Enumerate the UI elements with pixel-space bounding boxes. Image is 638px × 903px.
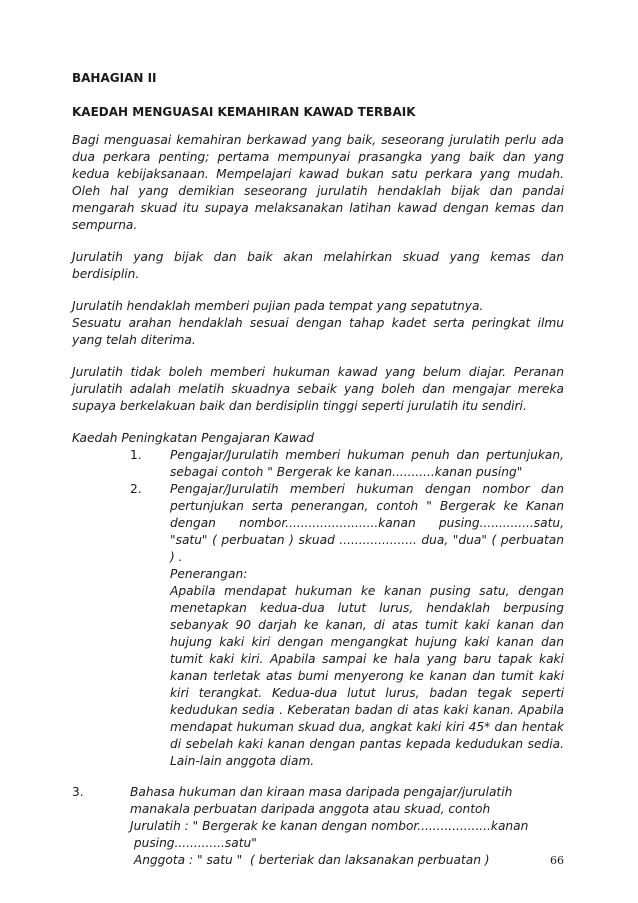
list-item-text: Pengajar/Jurulatih memberi hukuman dengan nombor dan pertunjukan serta penerangan, contoh " Bergerak ke Kanan dengan nombor........................kanan pusing..............satu, "satu" ( perbuatan ) skuad .................... dua, "dua" ( perbuatan ) . (170, 482, 564, 564)
method-title: Kaedah Peningkatan Pengajaran Kawad (72, 431, 315, 445)
item3-line: pusing.............satu" (130, 836, 257, 850)
paragraph-instructions: Sesuatu arahan hendaklah sesuai dengan tahap kadet serta peringkat ilmu yang telah diterima. (72, 316, 564, 347)
list-item-3 (72, 784, 564, 869)
document-page (72, 70, 564, 869)
explanation-text: Apabila mendapat hukuman ke kanan pusing satu, dengan menetapkan kedua-dua lutut lurus, hendaklah berpusing sebanyak 90 darjah ke kanan, di atas tumit kaki kanan dan hujung kaki kiri dengan mengangkat hujung kaki kanan dan tumit kaki kiri. Apabila sampai ke hala yang baru tapak kaki kanan terletak atas bumi menyerong ke kanan dan tumit kaki kiri terangkat. Kedua-dua lutut lurus, badan tegak seperti kedudukan sedia . Keberatan badan di atas kaki kanan. Apabila mendapat hukuman skuad dua, angkat kaki kiri 45* dan hentak di sebelah kaki kanan dengan pantas kepada kedudukan sedia. Lain-lain anggota diam. (170, 584, 564, 768)
list-item-number: 1. (130, 448, 142, 462)
page-number: 66 (550, 854, 564, 867)
explanation-label: Penerangan: (170, 567, 248, 581)
item3-line: Bahasa hukuman dan kiraan masa daripada pengajar/jurulatih (130, 785, 513, 799)
list-item-body (170, 481, 564, 770)
paragraph-discipline: Jurulatih yang bijak dan baik akan melahirkan skuad yang kemas dan berdisiplin. (72, 250, 564, 281)
paragraph-punishment: Jurulatih tidak boleh memberi hukuman kawad yang belum diajar. Peranan jurulatih adalah melatih skuadnya sebaik yang boleh dan mengajar mereka supaya berkelakuan baik dan berdisiplin tinggi seperti jurulatih itu sendiri. (72, 365, 564, 413)
item3-line: Anggota : " satu " ( berteriak dan laksanakan perbuatan ) (130, 853, 490, 867)
list-item-number: 3. (72, 785, 84, 799)
list-item-number: 2. (130, 482, 142, 496)
paragraph-praise: Jurulatih hendaklah memberi pujian pada tempat yang sepatutnya. (72, 299, 484, 313)
list-item (72, 481, 564, 770)
paragraph-intro: Bagi menguasai kemahiran berkawad yang baik, seseorang jurulatih perlu ada dua perkara penting; pertama mempunyai prasangka yang baik dan yang kedua kebijaksanaan. Mempelajari kawad bukan satu perkara yang mudah. Oleh hal yang demikian seseorang jurulatih hendaklah bijak dan pandai mengarah skuad itu supaya melaksanakan latihan kawad dengan kemas dan sempurna. (72, 133, 564, 232)
list-item-body (170, 447, 564, 481)
item3-line: manakala perbuatan daripada anggota atau skuad, contoh (130, 802, 491, 816)
list-item (72, 447, 564, 481)
document-title: KAEDAH MENGUASAI KEMAHIRAN KAWAD TERBAIK (72, 105, 416, 119)
list-item-body (130, 784, 564, 869)
method-list (72, 447, 564, 770)
list-item-text: Pengajar/Jurulatih memberi hukuman penuh dan pertunjukan, sebagai contoh " Bergerak ke kanan...........kanan pusing" (170, 448, 564, 479)
section-heading: BAHAGIAN II (72, 71, 157, 85)
item3-line: Jurulatih : " Bergerak ke kanan dengan nombor...................kanan (130, 819, 529, 833)
